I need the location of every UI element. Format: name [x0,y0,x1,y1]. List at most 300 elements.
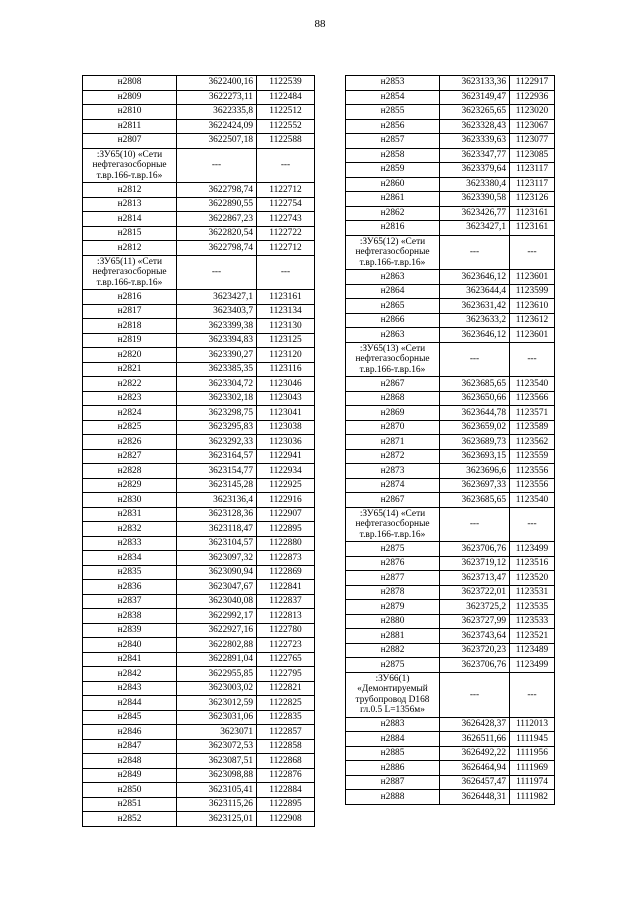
table-row [346,493,555,508]
cell-y: 1123041 [257,406,315,421]
cell-point-name: н2811 [83,119,177,134]
cell-point-name: н2885 [346,746,440,761]
cell-x: 3623115,26 [177,797,257,812]
cell-point-name: н2878 [346,585,440,600]
table-row [346,571,555,586]
cell-point-name: н2855 [346,105,440,120]
table-row [83,319,315,334]
table-row [83,435,315,450]
cell-point-name: н2845 [83,710,177,725]
cell-x: 3623149,47 [440,90,510,105]
cell-point-name: н2848 [83,754,177,769]
cell-y: 1123020 [510,105,555,120]
cell-point-name: н2814 [83,212,177,227]
cell-point-name: н2873 [346,464,440,479]
cell-y: 1122539 [257,76,315,91]
cell-point-name: н2815 [83,226,177,241]
section-label: :ЗУ65(10) «Сети нефтегазосборные т.вр.166-т.вр.16» [83,148,177,183]
table-row [83,797,315,812]
cell-y: 1122484 [257,90,315,105]
cell-y: 1122512 [257,105,315,120]
cell-point-name: н2822 [83,377,177,392]
cell-x: 3623145,28 [177,478,257,493]
cell-x: 3623047,67 [177,580,257,595]
cell-y: 1122869 [257,565,315,580]
cell-point-name: н2813 [83,197,177,212]
table-row [83,90,315,105]
cell-point-name: н2839 [83,623,177,638]
cell-point-name: н2868 [346,391,440,406]
table-row [83,464,315,479]
cell-y-dash: --- [510,235,555,270]
cell-x: 3623685,65 [440,377,510,392]
cell-x: 3626428,37 [440,717,510,732]
cell-point-name: н2818 [83,319,177,334]
cell-y-dash: --- [510,672,555,717]
table-row [83,681,315,696]
cell-x-dash: --- [177,255,257,290]
cell-y: 1122780 [257,623,315,638]
cell-x: 3623685,65 [440,493,510,508]
cell-y: 1123531 [510,585,555,600]
cell-x: 3626511,66 [440,732,510,747]
cell-x: 3622867,23 [177,212,257,227]
cell-y: 1123067 [510,119,555,134]
cell-x: 3623128,36 [177,507,257,522]
cell-x: 3623040,08 [177,594,257,609]
table-row [346,299,555,314]
cell-x: 3623720,23 [440,643,510,658]
cell-x: 3623659,02 [440,420,510,435]
cell-point-name: н2831 [83,507,177,522]
cell-x: 3626457,47 [440,775,510,790]
cell-x: 3622927,16 [177,623,257,638]
table-row [83,183,315,198]
cell-point-name: н2884 [346,732,440,747]
table-row [346,270,555,285]
cell-point-name: н2875 [346,658,440,673]
cell-y: 1123085 [510,148,555,163]
cell-point-name: н2832 [83,522,177,537]
cell-x: 3622820,54 [177,226,257,241]
cell-y: 1122908 [257,812,315,827]
cell-point-name: н2833 [83,536,177,551]
table-row [83,362,315,377]
cell-x: 3623339,63 [440,134,510,149]
cell-y: 1122880 [257,536,315,551]
cell-y: 1123516 [510,556,555,571]
cell-y: 1111974 [510,775,555,790]
table-body [346,76,555,805]
cell-y: 1123125 [257,333,315,348]
section-row [346,342,555,377]
table-row [83,594,315,609]
table-row [83,507,315,522]
cell-point-name: н2881 [346,629,440,644]
cell-point-name: н2882 [346,643,440,658]
cell-y: 1123599 [510,284,555,299]
cell-x: 3623650,66 [440,391,510,406]
cell-x: 3623125,01 [177,812,257,827]
cell-point-name: н2872 [346,449,440,464]
cell-point-name: н2853 [346,76,440,91]
cell-x: 3623118,47 [177,522,257,537]
table-row [346,177,555,192]
cell-x: 3622955,85 [177,667,257,682]
table-row [346,629,555,644]
cell-point-name: н2838 [83,609,177,624]
table-row [346,449,555,464]
table-row [83,609,315,624]
table-row [83,406,315,421]
cell-x: 3623743,64 [440,629,510,644]
table-row [346,148,555,163]
cell-x: 3622802,88 [177,638,257,653]
section-row [83,148,315,183]
table-row [83,696,315,711]
table-row [346,420,555,435]
cell-point-name: н2867 [346,493,440,508]
cell-point-name: н2861 [346,192,440,207]
cell-y: 1122925 [257,478,315,493]
cell-point-name: н2870 [346,420,440,435]
cell-point-name: н2824 [83,406,177,421]
cell-y: 1122588 [257,134,315,149]
cell-point-name: н2812 [83,183,177,198]
cell-point-name: н2842 [83,667,177,682]
cell-x: 3623689,73 [440,435,510,450]
cell-x: 3623105,41 [177,783,257,798]
cell-y: 1123161 [257,290,315,305]
table-row [346,284,555,299]
cell-x: 3623104,57 [177,536,257,551]
cell-y: 1122884 [257,783,315,798]
table-row [346,732,555,747]
cell-x: 3623328,43 [440,119,510,134]
cell-point-name: н2826 [83,435,177,450]
table-row [83,449,315,464]
table-row [83,478,315,493]
cell-x: 3623298,75 [177,406,257,421]
table-row [346,761,555,776]
table-row [346,206,555,221]
cell-point-name: н2860 [346,177,440,192]
cell-y: 1123556 [510,464,555,479]
cell-x: 3623693,15 [440,449,510,464]
cell-x: 3623713,47 [440,571,510,586]
cell-y: 1123117 [510,163,555,178]
cell-x: 3623631,42 [440,299,510,314]
cell-y: 1122825 [257,696,315,711]
cell-y: 1122868 [257,754,315,769]
cell-y: 1122743 [257,212,315,227]
cell-x: 3623706,76 [440,658,510,673]
cell-x: 3622891,04 [177,652,257,667]
cell-y: 1123601 [510,328,555,343]
cell-x: 3623133,36 [440,76,510,91]
cell-x: 3623644,4 [440,284,510,299]
cell-point-name: н2840 [83,638,177,653]
section-label: :ЗУ66(1) «Демонтируемый трубопровод D168 гл.0.5 L=1356м» [346,672,440,717]
cell-y: 1122936 [510,90,555,105]
table-row [83,783,315,798]
cell-y: 1123489 [510,643,555,658]
table-row [83,739,315,754]
cell-x: 3623295,83 [177,420,257,435]
cell-point-name: н2830 [83,493,177,508]
cell-point-name: н2856 [346,119,440,134]
cell-y: 1122876 [257,768,315,783]
table-row [83,623,315,638]
cell-y: 1122723 [257,638,315,653]
table-row [346,391,555,406]
cell-point-name: н2810 [83,105,177,120]
table-row [346,746,555,761]
cell-y: 1123566 [510,391,555,406]
cell-y: 1122837 [257,594,315,609]
section-row [346,507,555,542]
table-row [83,105,315,120]
cell-point-name: н2816 [83,290,177,305]
table-row [83,241,315,256]
cell-point-name: н2821 [83,362,177,377]
cell-x: 3623087,51 [177,754,257,769]
table-row [83,290,315,305]
table-row [83,420,315,435]
table-row [83,212,315,227]
table-row [346,313,555,328]
section-label: :ЗУ65(12) «Сети нефтегазосборные т.вр.166-т.вр.16» [346,235,440,270]
cell-x: 3623154,77 [177,464,257,479]
section-label: :ЗУ65(13) «Сети нефтегазосборные т.вр.166-т.вр.16» [346,342,440,377]
cell-point-name: н2874 [346,478,440,493]
cell-point-name: н2817 [83,304,177,319]
cell-x-dash: --- [440,235,510,270]
cell-y: 1123036 [257,435,315,450]
cell-x: 3623097,32 [177,551,257,566]
cell-y: 1122722 [257,226,315,241]
cell-point-name: н2866 [346,313,440,328]
cell-point-name: н2836 [83,580,177,595]
table-row [83,134,315,149]
cell-y: 1122934 [257,464,315,479]
table-row [346,790,555,805]
cell-y: 1122857 [257,725,315,740]
cell-point-name: н2837 [83,594,177,609]
cell-y: 1122795 [257,667,315,682]
cell-point-name: н2865 [346,299,440,314]
cell-point-name: н2819 [83,333,177,348]
cell-x: 3623696,6 [440,464,510,479]
cell-x: 3623633,2 [440,313,510,328]
cell-x: 3623646,12 [440,328,510,343]
cell-y-dash: --- [510,342,555,377]
cell-y-dash: --- [257,148,315,183]
table-row [83,580,315,595]
cell-x-dash: --- [440,507,510,542]
cell-point-name: н2851 [83,797,177,812]
table-row [346,76,555,91]
cell-point-name: н2857 [346,134,440,149]
cell-point-name: н2809 [83,90,177,105]
cell-y: 1123130 [257,319,315,334]
cell-y: 1111945 [510,732,555,747]
table-row [346,614,555,629]
section-row [83,255,315,290]
cell-point-name: н2869 [346,406,440,421]
cell-y: 1123612 [510,313,555,328]
cell-y: 1123161 [510,206,555,221]
cell-y: 1123535 [510,600,555,615]
cell-y: 1123533 [510,614,555,629]
cell-y: 1123117 [510,177,555,192]
cell-x-dash: --- [440,672,510,717]
cell-y: 1122873 [257,551,315,566]
cell-x: 3623304,72 [177,377,257,392]
cell-y: 1111969 [510,761,555,776]
coordinates-table-left [82,75,315,827]
cell-y: 1122907 [257,507,315,522]
table-row [83,638,315,653]
cell-x-dash: --- [177,148,257,183]
cell-x: 3623164,57 [177,449,257,464]
table-row [83,197,315,212]
cell-y: 1122754 [257,197,315,212]
cell-x: 3623072,53 [177,739,257,754]
cell-y: 1122712 [257,241,315,256]
cell-point-name: н2877 [346,571,440,586]
cell-point-name: н2852 [83,812,177,827]
table-row [83,667,315,682]
cell-x: 3623098,88 [177,768,257,783]
cell-y: 1123562 [510,435,555,450]
cell-x: 3626448,31 [440,790,510,805]
section-label: :ЗУ65(11) «Сети нефтегазосборные т.вр.166-т.вр.16» [83,255,177,290]
cell-x: 3623722,01 [440,585,510,600]
cell-y: 1123520 [510,571,555,586]
cell-y: 1122917 [510,76,555,91]
cell-point-name: н2883 [346,717,440,732]
cell-x: 3623003,02 [177,681,257,696]
cell-y: 1123521 [510,629,555,644]
table-row [83,391,315,406]
cell-point-name: н2850 [83,783,177,798]
cell-x: 3623265,65 [440,105,510,120]
cell-y: 1123120 [257,348,315,363]
cell-x: 3622400,16 [177,76,257,91]
table-row [83,754,315,769]
table-row [83,812,315,827]
cell-x: 3623090,94 [177,565,257,580]
cell-point-name: н2886 [346,761,440,776]
table-body [83,76,315,827]
table-row [83,377,315,392]
cell-x: 3623380,4 [440,177,510,192]
cell-x: 3622890,55 [177,197,257,212]
cell-y: 1122821 [257,681,315,696]
cell-y: 1123601 [510,270,555,285]
cell-x: 3623390,27 [177,348,257,363]
cell-y: 1111956 [510,746,555,761]
cell-x: 3623071 [177,725,257,740]
table-row [346,90,555,105]
cell-y: 1123610 [510,299,555,314]
table-row [346,600,555,615]
cell-x: 3623403,7 [177,304,257,319]
table-row [83,348,315,363]
table-row [83,522,315,537]
cell-point-name: н2871 [346,435,440,450]
cell-y: 1122895 [257,522,315,537]
cell-x: 3623347,77 [440,148,510,163]
table-row [346,643,555,658]
cell-x: 3622273,11 [177,90,257,105]
cell-x: 3626464,94 [440,761,510,776]
cell-point-name: н2864 [346,284,440,299]
table-row [83,725,315,740]
table-row [346,585,555,600]
cell-x: 3623646,12 [440,270,510,285]
table-row [346,717,555,732]
cell-point-name: н2888 [346,790,440,805]
table-row [346,556,555,571]
cell-y: 1122941 [257,449,315,464]
cell-point-name: н2834 [83,551,177,566]
cell-y: 1122841 [257,580,315,595]
cell-x: 3623725,2 [440,600,510,615]
cell-x: 3626492,22 [440,746,510,761]
cell-y: 1122813 [257,609,315,624]
cell-y: 1122552 [257,119,315,134]
cell-y: 1122835 [257,710,315,725]
cell-point-name: н2862 [346,206,440,221]
cell-point-name: н2835 [83,565,177,580]
cell-point-name: н2875 [346,542,440,557]
table-row [83,551,315,566]
cell-y: 1123161 [510,221,555,236]
cell-x: 3622798,74 [177,183,257,198]
cell-point-name: н2859 [346,163,440,178]
cell-x: 3622992,17 [177,609,257,624]
cell-x: 3622424,09 [177,119,257,134]
cell-point-name: н2827 [83,449,177,464]
table-row [346,406,555,421]
cell-point-name: н2863 [346,270,440,285]
cell-y: 1123556 [510,478,555,493]
table-row [83,768,315,783]
table-row [346,478,555,493]
cell-point-name: н2863 [346,328,440,343]
table-row [346,105,555,120]
cell-point-name: н2829 [83,478,177,493]
table-row [83,493,315,508]
cell-y: 1123116 [257,362,315,377]
cell-y: 1123589 [510,420,555,435]
table-row [83,710,315,725]
table-row [346,435,555,450]
table-row [346,464,555,479]
cell-point-name: н2843 [83,681,177,696]
cell-y: 1123043 [257,391,315,406]
cell-x: 3623427,1 [440,221,510,236]
cell-y: 1123499 [510,542,555,557]
cell-x: 3623136,4 [177,493,257,508]
cell-point-name: н2867 [346,377,440,392]
cell-y: 1123499 [510,658,555,673]
cell-point-name: н2828 [83,464,177,479]
cell-y: 1123077 [510,134,555,149]
cell-point-name: н2854 [346,90,440,105]
